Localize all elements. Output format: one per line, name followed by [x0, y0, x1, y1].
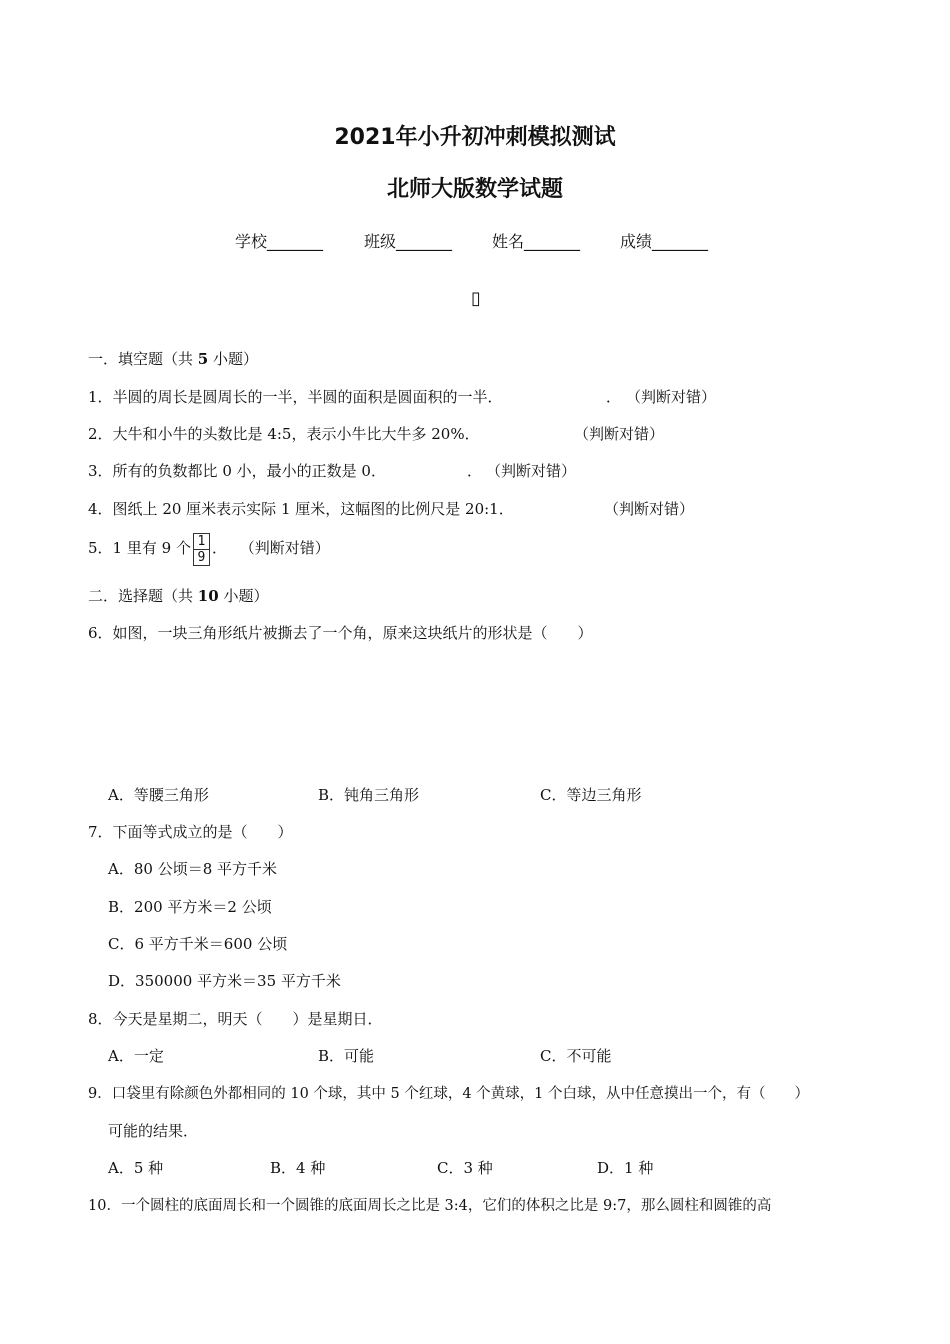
- school-field: 学校_______: [235, 232, 324, 251]
- q6-option-c: C．等边三角形: [540, 786, 642, 804]
- q6-option-b: B．钝角三角形: [318, 786, 420, 804]
- page-subtitle: 北师大版数学试题: [386, 177, 563, 202]
- q6-option-a: A．等腰三角形: [108, 786, 209, 804]
- q9-option-a: A．5 种: [108, 1159, 164, 1177]
- question-9-continued: 可能的结果．: [108, 1122, 199, 1140]
- question-3-tag: （判断对错）: [486, 462, 577, 480]
- question-3-blank: ．: [467, 462, 483, 480]
- q7-option-a: A．80 公顷＝8 平方千米: [108, 860, 277, 878]
- question-9: 9．口袋里有除颜色外都相同的 10 个球，其中 5 个红球，4 个黄球，1 个白球，从中任意摸出一个，有（ ）: [88, 1086, 810, 1102]
- question-3: 3．所有的负数都比 0 小，最小的正数是 0．: [88, 462, 386, 480]
- question-7: 7．下面等式成立的是（ ）: [88, 823, 293, 841]
- question-1-tag: （判断对错）: [626, 388, 717, 406]
- question-8: 8．今天是星期二，明天（ ）是星期日．: [88, 1010, 383, 1028]
- name-field: 姓名_______: [492, 232, 581, 251]
- class-field: 班级_______: [364, 232, 453, 251]
- question-4-tag: （判断对错）: [604, 500, 695, 518]
- fraction-one-ninth: $\frac{1}{9}$: [193, 533, 210, 566]
- placeholder-glyph: ▯: [471, 288, 481, 309]
- question-1: 1．半圆的周长是圆周长的一半，半圆的面积是圆面积的一半．: [88, 388, 503, 406]
- q7-option-c: C．6 平方千米＝600 公顷: [108, 935, 288, 953]
- q8-option-b: B．可能: [318, 1047, 375, 1065]
- question-5: 5．1 里有 9 个 $\frac{1}{9}$ ． （判断对错）: [88, 533, 330, 565]
- question-4: 4．图纸上 20 厘米表示实际 1 厘米，这幅图的比例尺是 20:1．: [88, 500, 514, 518]
- q9-option-d: D．1 种: [597, 1159, 654, 1177]
- torn-triangle-figure: [110, 650, 310, 770]
- score-field: 成绩_______: [620, 232, 709, 251]
- q9-option-c: C．3 种: [437, 1159, 493, 1177]
- section1-heading: 一．填空题（共 5 小题）: [88, 350, 259, 368]
- q8-option-a: A．一定: [108, 1047, 164, 1065]
- q8-option-c: C．不可能: [540, 1047, 612, 1065]
- question-10: 10．一个圆柱的底面周长和一个圆锥的底面周长之比是 3:4，它们的体积之比是 9:7，那么圆柱和圆锥的高: [88, 1198, 772, 1214]
- section2-heading: 二．选择题（共 10 小题）: [88, 587, 269, 605]
- question-2-tag: （判断对错）: [574, 425, 665, 443]
- page-title: 2021年小升初冲刺模拟测试: [334, 125, 616, 150]
- q9-option-b: B．4 种: [270, 1159, 326, 1177]
- question-1-blank: ．: [606, 388, 622, 406]
- q7-option-d: D．350000 平方米＝35 平方千米: [108, 972, 341, 990]
- question-6: 6．如图，一块三角形纸片被撕去了一个角，原来这块纸片的形状是（ ）: [88, 624, 593, 642]
- question-2: 2．大牛和小牛的头数比是 4:5，表示小牛比大牛多 20%．: [88, 425, 480, 443]
- q7-option-b: B．200 平方米＝2 公顷: [108, 898, 272, 916]
